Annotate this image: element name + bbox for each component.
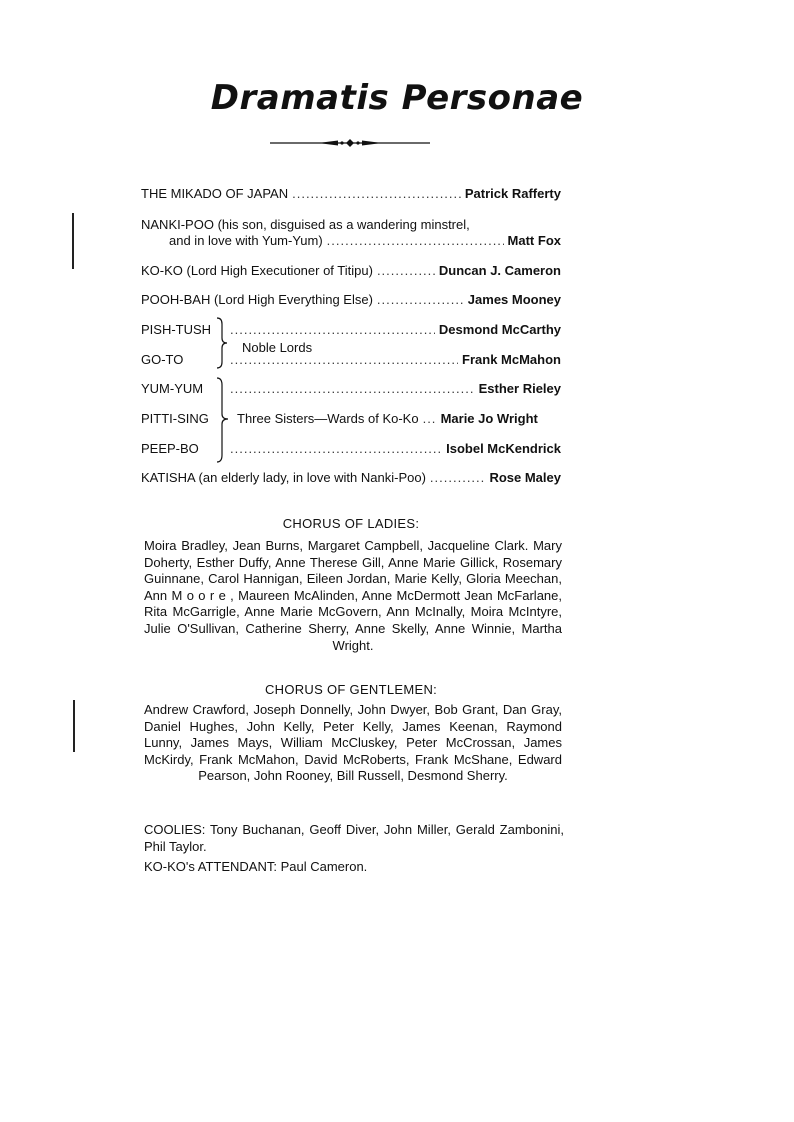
actor-name: Marie Jo Wright — [440, 411, 538, 426]
margin-mark — [72, 213, 74, 269]
actor-name: Rose Maley — [489, 470, 561, 485]
actor-name: Frank McMahon — [462, 352, 561, 367]
cast-row-mikado — [141, 186, 561, 202]
cast-row-katisha — [141, 470, 561, 486]
brace-noble-lords — [214, 316, 230, 370]
role-name-yumyum: YUM-YUM — [141, 381, 204, 396]
role-name: KO-KO (Lord High Executioner of Titipu) — [141, 263, 373, 278]
attendant-line: KO-KO's ATTENDANT: Paul Cameron. — [144, 859, 368, 874]
leader-dots — [230, 441, 442, 457]
chorus-ladies-heading: CHORUS OF LADIES: — [282, 516, 420, 531]
role-name: NANKI-POO (his son, disguised as a wandering minstrel, — [141, 217, 470, 232]
margin-mark — [73, 700, 75, 752]
cast-row-koko — [141, 263, 561, 279]
cast-row-pishtush — [230, 322, 561, 338]
role-name: THE MIKADO OF JAPAN — [141, 186, 289, 201]
role-name-pishtush: PISH-TUSH — [141, 322, 212, 337]
actor-name: Patrick Rafferty — [464, 186, 561, 201]
group-label: Three Sisters—Wards of Ko-Ko — [237, 411, 419, 426]
chorus-gentlemen-heading: CHORUS OF GENTLEMEN: — [264, 682, 438, 697]
leader-dots — [230, 381, 475, 397]
coolies-list: COOLIES: Tony Buchanan, Geoff Diver, John Miller, Gerald Zambonini, Phil Taylor. — [144, 822, 564, 854]
leader-dots — [292, 186, 461, 202]
chorus-gentlemen-list: Andrew Crawford, Joseph Donnelly, John Dwyer, Bob Grant, Dan Gray, Daniel Hughes, John Kelly, Peter Kelly, James Keenan, Raymond Lunny, James Mays, William McCluskey, Peter McCrossan, James McKirdy, Frank McMahon, David McRoberts, Frank McShane, Edward Pearson, John Rooney, Bill Russell, Desmond Sherry. — [144, 702, 562, 784]
page-title: Dramatis Personae — [210, 78, 584, 118]
leader-dots — [230, 352, 458, 368]
role-name: and in love with Yum-Yum) — [169, 233, 323, 248]
role-name: KATISHA (an elderly lady, in love with Nanki-Poo) — [141, 470, 426, 485]
actor-name: James Mooney — [467, 292, 561, 307]
cast-row-nankipoo — [141, 217, 561, 234]
noble-lords-label: Noble Lords — [242, 340, 313, 355]
ornament-divider — [270, 136, 430, 150]
cast-row-yumyum — [230, 381, 561, 397]
cast-row-goto — [230, 352, 561, 368]
cast-row-poohbah — [141, 292, 561, 308]
cast-row-peepbo — [230, 441, 561, 457]
leader-dots — [423, 411, 437, 427]
actor-name: Matt Fox — [507, 233, 561, 248]
chorus-ladies-list: Moira Bradley, Jean Burns, Margaret Campbell, Jacqueline Clark. Mary Doherty, Esther Duffy, Anne Therese Gill, Anne Marie Gillick, Rosemary Guinnane, Carol Hannigan, Eileen Jordan, Marie Kelly, Gloria Meechan, Ann M o o r e , Maureen McAlinden, Anne McDermott Jean McFarlane, Rita McGarrigle, Anne Marie McGovern, Ann McInally, Moira McIntyre, Julie O'Sullivan, Catherine Sherry, Anne Skelly, Anne Winnie, Martha Wright. — [144, 538, 562, 653]
leader-dots — [377, 263, 435, 279]
role-name-pittising: PITTI-SING — [141, 411, 209, 426]
leader-dots — [327, 233, 504, 249]
cast-row-pittising — [237, 411, 561, 427]
cast-row-nankipoo-line2 — [141, 233, 561, 249]
role-name-peepbo: PEEP-BO — [141, 441, 199, 456]
brace-three-sisters — [214, 376, 232, 464]
role-name-goto: GO-TO — [141, 352, 184, 367]
leader-dots — [430, 470, 486, 486]
leader-dots — [377, 292, 464, 308]
leader-dots — [230, 322, 435, 338]
actor-name: Isobel McKendrick — [446, 441, 561, 456]
role-name: POOH-BAH (Lord High Everything Else) — [141, 292, 373, 307]
actor-name: Esther Rieley — [478, 381, 561, 396]
actor-name: Desmond McCarthy — [438, 322, 561, 337]
actor-name: Duncan J. Cameron — [438, 263, 561, 278]
